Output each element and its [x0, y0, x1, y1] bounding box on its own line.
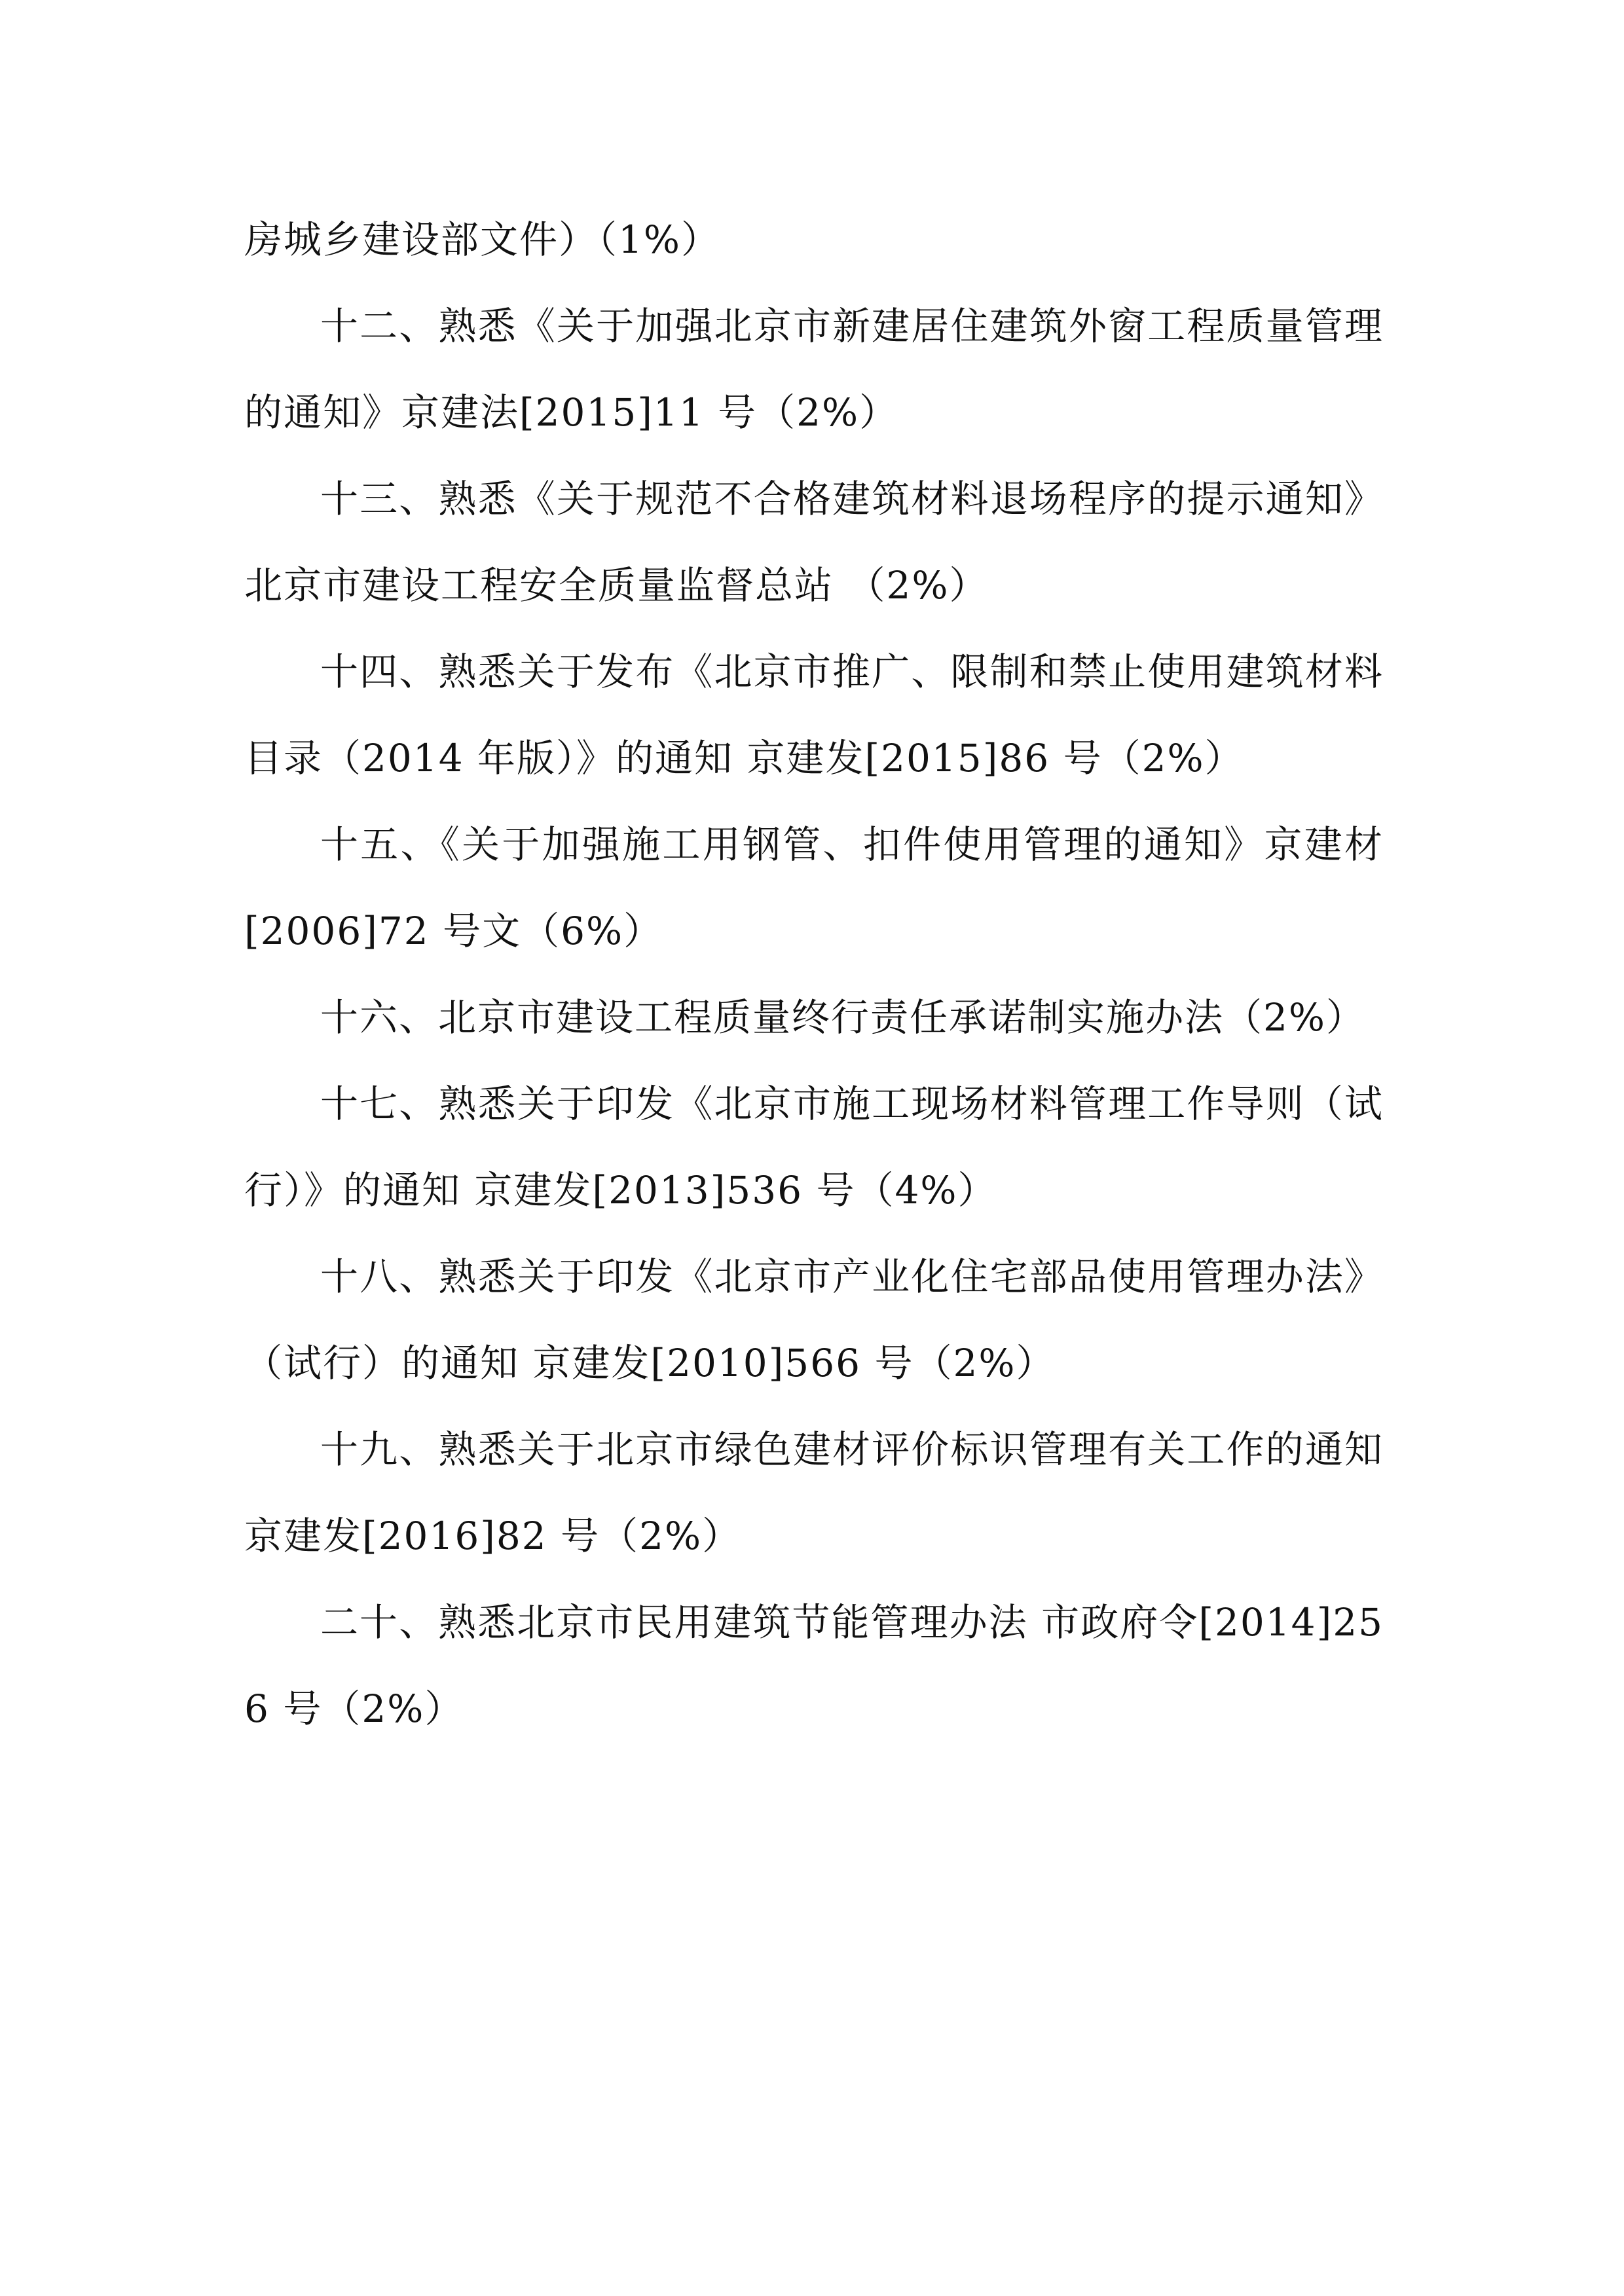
paragraph-item-20: 二十、熟悉北京市民用建筑节能管理办法 市政府令[2014]256 号（2%）: [244, 1600, 1384, 1731]
document-body: [244, 196, 1384, 1752]
paragraph-item-19: 十九、熟悉关于北京市绿色建材评价标识管理有关工作的通知 京建发[2016]82 号（2%）: [244, 1427, 1384, 1558]
paragraph-item-13: 十三、熟悉《关于规范不合格建筑材料退场程序的提示通知》北京市建设工程安全质量监督总站 （2%）: [244, 477, 1384, 608]
paragraph-item-15: 十五、《关于加强施工用钢管、扣件使用管理的通知》京建材[2006]72 号文（6%）: [244, 822, 1384, 953]
paragraph-item-16: 十六、北京市建设工程质量终行责任承诺制实施办法（2%）: [320, 995, 1366, 1040]
paragraph-item-12: 十二、熟悉《关于加强北京市新建居住建筑外窗工程质量管理的通知》京建法[2015]11 号（2%）: [244, 304, 1384, 435]
paragraph-item-17: 十七、熟悉关于印发《北京市施工现场材料管理工作导则（试行）》的通知 京建发[2013]536 号（4%）: [244, 1082, 1384, 1212]
paragraph-item-14: 十四、熟悉关于发布《北京市推广、限制和禁止使用建筑材料目录（2014 年版）》的通知 京建发[2015]86 号（2%）: [244, 649, 1384, 780]
paragraph-continuation: 房城乡建设部文件）（1%）: [244, 217, 721, 262]
paragraph-item-18: 十八、熟悉关于印发《北京市产业化住宅部品使用管理办法》（试行）的通知 京建发[2010]566 号（2%）: [244, 1254, 1384, 1385]
